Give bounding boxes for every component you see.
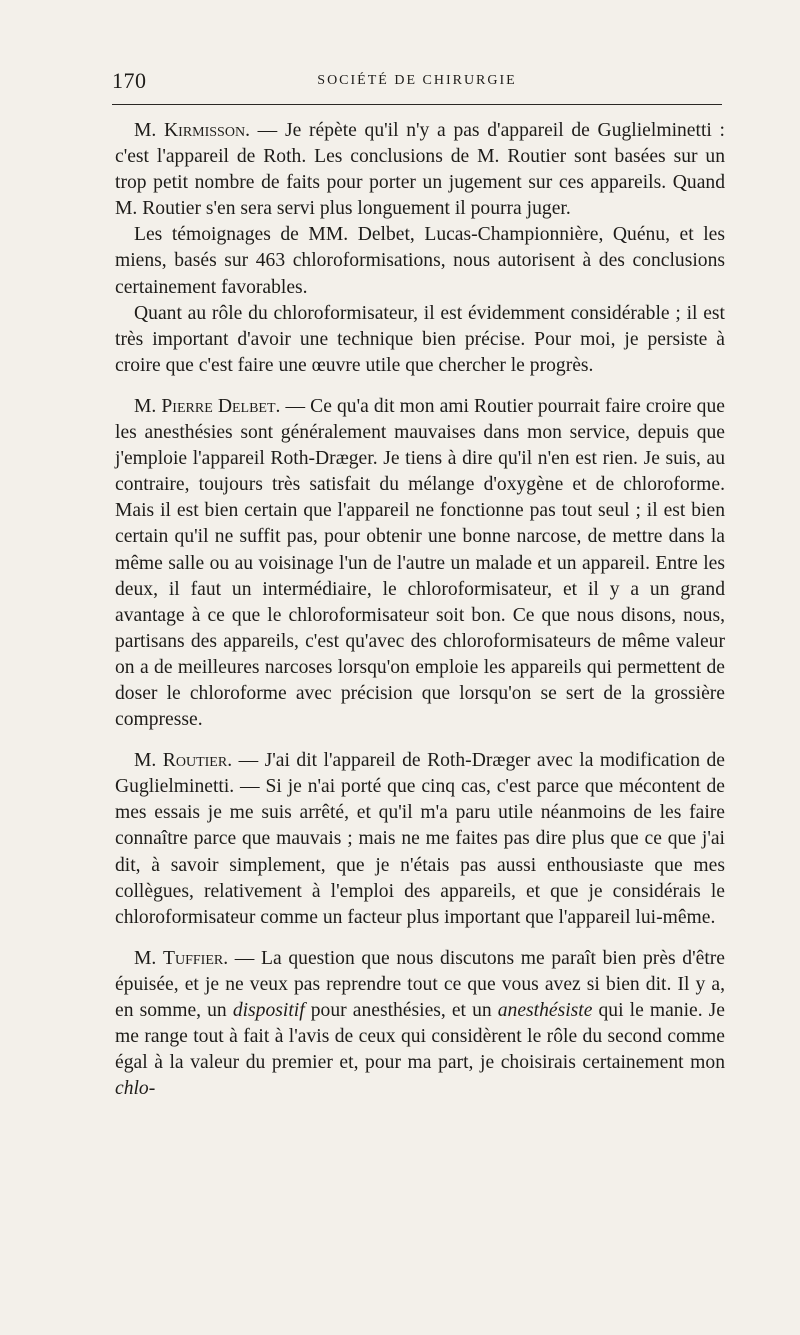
page-number: 170 <box>112 68 147 93</box>
paragraph-text: . — La question que nous discutons me paraît bien près d'être épuisée, et je ne veux pas reprendre tout ce que vous avez si bien dit. Il y a, en somme, un <box>115 947 725 1021</box>
paragraph-text: . — Ce qu'a dit mon ami Routier pourrait faire croire que les anesthésies sont généralement mauvaises dans mon service, depuis que j'emploie l'appareil Roth-Dræger. Je tiens à dire qu'il n'en est rien. Je suis, au contraire, toujours très satisfait du mélange d'oxygène et de chloroforme. Mais il est bien certain que l'appareil ne fonctionne pas tout seul ; il est bien certain qu'il ne suffit pas, pour obtenir une bonne narcose, de mettre dans la même salle ou au voisinage l'un de l'autre un malade et un appareil. Entre les deux, il faut un intermédiaire, le chloroformisateur, et il y a un grand avantage à ce que le chloroformisateur soit bon. Ce que nous disons, nous, partisans des appareils, c'est qu'avec des chloroformisateurs de même valeur on a de meilleures narcoses lorsqu'on emploie les appareils qui permettent de doser le chloroforme avec précision que lorsqu'on se sert de la grossière compresse. <box>115 395 725 731</box>
paragraph-kirmisson <box>115 118 725 222</box>
paragraph-text: pour anesthésies, et un <box>304 1000 498 1021</box>
speaker-name: Tuffier <box>163 947 224 969</box>
paragraph-text: . — J'ai dit l'appareil de Roth-Dræger avec la modification de Guglielminetti. — Si je n'ai porté que cinq cas, c'est parce que mécontent de mes essais je me suis arrêté, et qu'il m'a paru utile néanmoins de les faire connaître parce que mauvais ; mais ne me faites pas dire plus que ce que j'ai dit, à savoir simplement, que je n'étais pas aussi enthousiaste que mes collègues, relativement à l'emploi des appareils, et que je considérais le chloroformisateur comme un facteur plus important que l'appareil lui-même. <box>115 750 725 928</box>
body-text <box>115 118 725 1102</box>
speaker-prefix: M. <box>134 947 163 969</box>
paragraph-routier <box>115 748 725 931</box>
italic-term: dispositif <box>232 1000 305 1021</box>
speaker-name: Routier <box>162 750 228 772</box>
page-header <box>112 68 722 98</box>
paragraph-text: Les témoignages de MM. Delbet, Lucas-Championnière, Quénu, et les miens, basés sur 463 chloroformisations, nous autorisent à des conclusions certainement favorables. <box>115 224 725 298</box>
italic-term: anesthésiste <box>497 1000 593 1021</box>
italic-term: chlo- <box>115 1078 156 1100</box>
header-rule <box>112 104 722 105</box>
paragraph-delbet <box>115 394 725 733</box>
paragraph-chloroformisateur <box>115 301 725 379</box>
speaker-prefix: M. <box>134 750 163 772</box>
paragraph-text: . — Je répète qu'il n'y a pas d'appareil de Guglielminetti : c'est l'appareil de Roth. Les conclusions de M. Routier sont basées sur un trop petit nombre de faits pour porter un jugement sur ces appareils. Quand M. Routier s'en sera servi plus longuement il pourra juger. <box>115 120 725 220</box>
paragraph-text: qui le manie. Je me range tout à fait à l'avis de ceux qui considèrent le rôle du second comme égal à la valeur du premier et, pour ma part, je choisirais certainement mon <box>115 1000 726 1074</box>
paragraph-temoignages <box>115 222 725 300</box>
speaker-name: Pierre Delbet <box>161 395 276 417</box>
speaker-prefix: M. <box>134 395 162 417</box>
running-title: SOCIÉTÉ DE CHIRURGIE <box>317 73 517 88</box>
speaker-name: Kirmisson <box>164 120 246 141</box>
paragraph-text: Quant au rôle du chloroformisateur, il est évidemment considérable ; il est très important d'avoir une technique bien précise. Pour moi, je persiste à croire que c'est faire une œuvre utile que chercher le progrès. <box>115 302 725 376</box>
speaker-prefix: M. <box>134 120 165 141</box>
paragraph-tuffier <box>115 946 725 1103</box>
